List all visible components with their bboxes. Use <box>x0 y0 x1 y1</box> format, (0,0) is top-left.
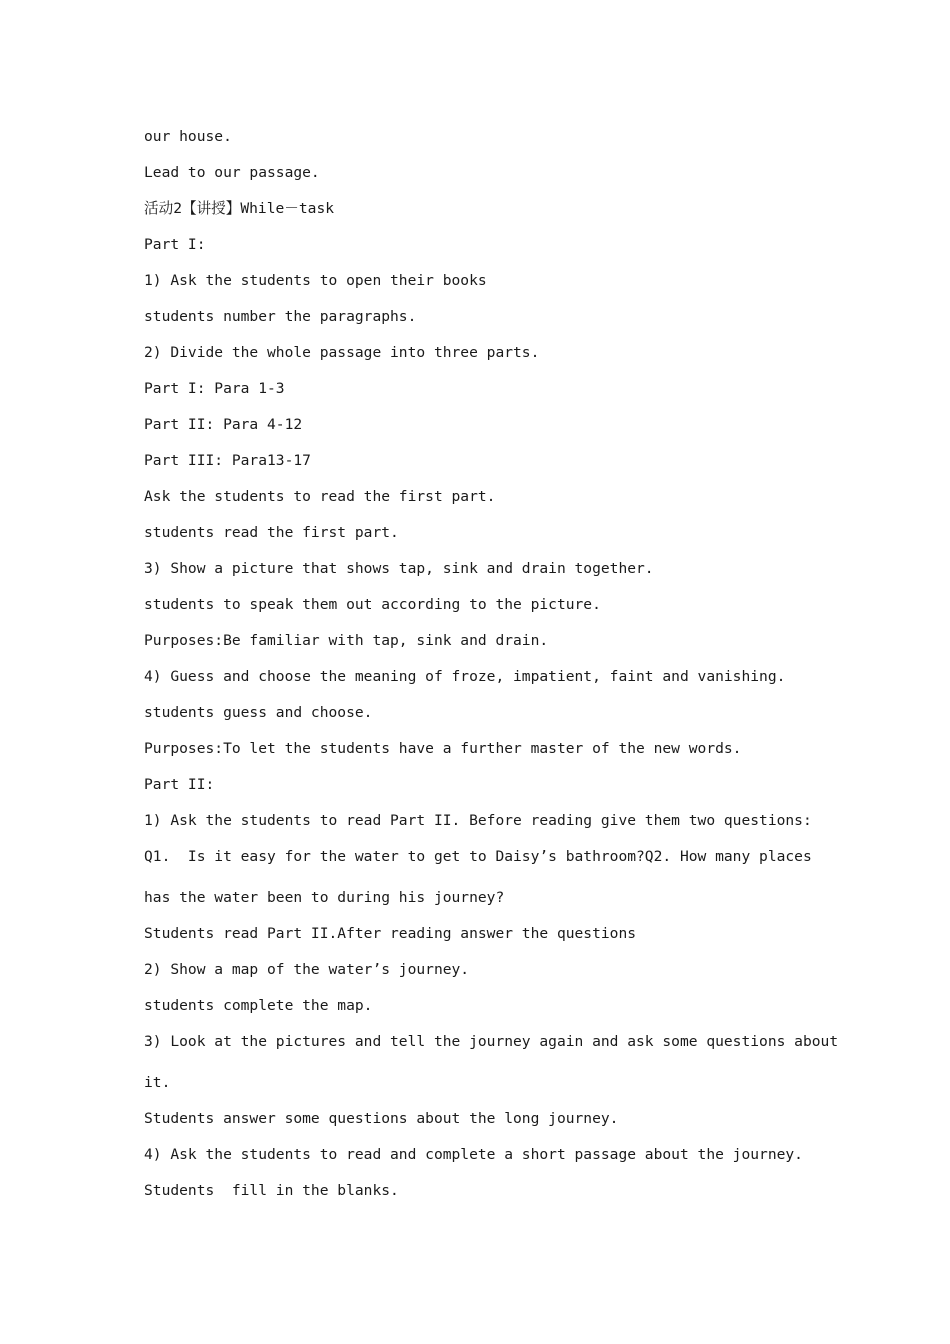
text-line: our house. <box>144 128 232 145</box>
text-line: Students answer some questions about the long journey. <box>144 1110 619 1127</box>
text-line: 1) Ask the students to read Part II. Before reading give them two questions: <box>144 812 812 829</box>
text-line: Lead to our passage. <box>144 164 320 181</box>
text-line: Part II: Para 4-12 <box>144 416 303 433</box>
text-line: Students read Part II.After reading answer the questions <box>144 925 637 942</box>
text-line: students read the first part. <box>144 524 399 541</box>
text-line: Purposes:To let the students have a further master of the new words. <box>144 740 742 757</box>
text-line: 3) Show a picture that shows tap, sink and drain together. <box>144 560 654 577</box>
text-line: students number the paragraphs. <box>144 308 417 325</box>
text-line: students to speak them out according to the picture. <box>144 596 601 613</box>
text-line: Ask the students to read the first part. <box>144 488 496 505</box>
text-line: has the water been to during his journey? <box>144 889 505 906</box>
text-line: Part III: Para13-17 <box>144 452 311 469</box>
text-line: 3) Look at the pictures and tell the journey again and ask some questions about <box>144 1033 839 1050</box>
text-line: Students fill in the blanks. <box>144 1182 399 1199</box>
text-line: 4) Ask the students to read and complete a short passage about the journey. <box>144 1146 803 1163</box>
text-line: 2) Show a map of the water’s journey. <box>144 961 470 978</box>
text-line: Part II: <box>144 776 215 793</box>
text-line: Purposes:Be familiar with tap, sink and drain. <box>144 632 549 649</box>
text-line: it. <box>144 1074 171 1091</box>
text-line: students guess and choose. <box>144 704 373 721</box>
section-heading: 活动2【讲授】While－task <box>144 200 335 217</box>
text-line: students complete the map. <box>144 997 373 1014</box>
text-line: Q1. Is it easy for the water to get to Daisy’s bathroom?Q2. How many places <box>144 848 812 865</box>
text-line: Part I: Para 1-3 <box>144 380 285 397</box>
text-line: 4) Guess and choose the meaning of froze, impatient, faint and vanishing. <box>144 668 786 685</box>
text-line: 1) Ask the students to open their books <box>144 272 487 289</box>
text-line: Part I: <box>144 236 206 253</box>
text-line: 2) Divide the whole passage into three parts. <box>144 344 540 361</box>
